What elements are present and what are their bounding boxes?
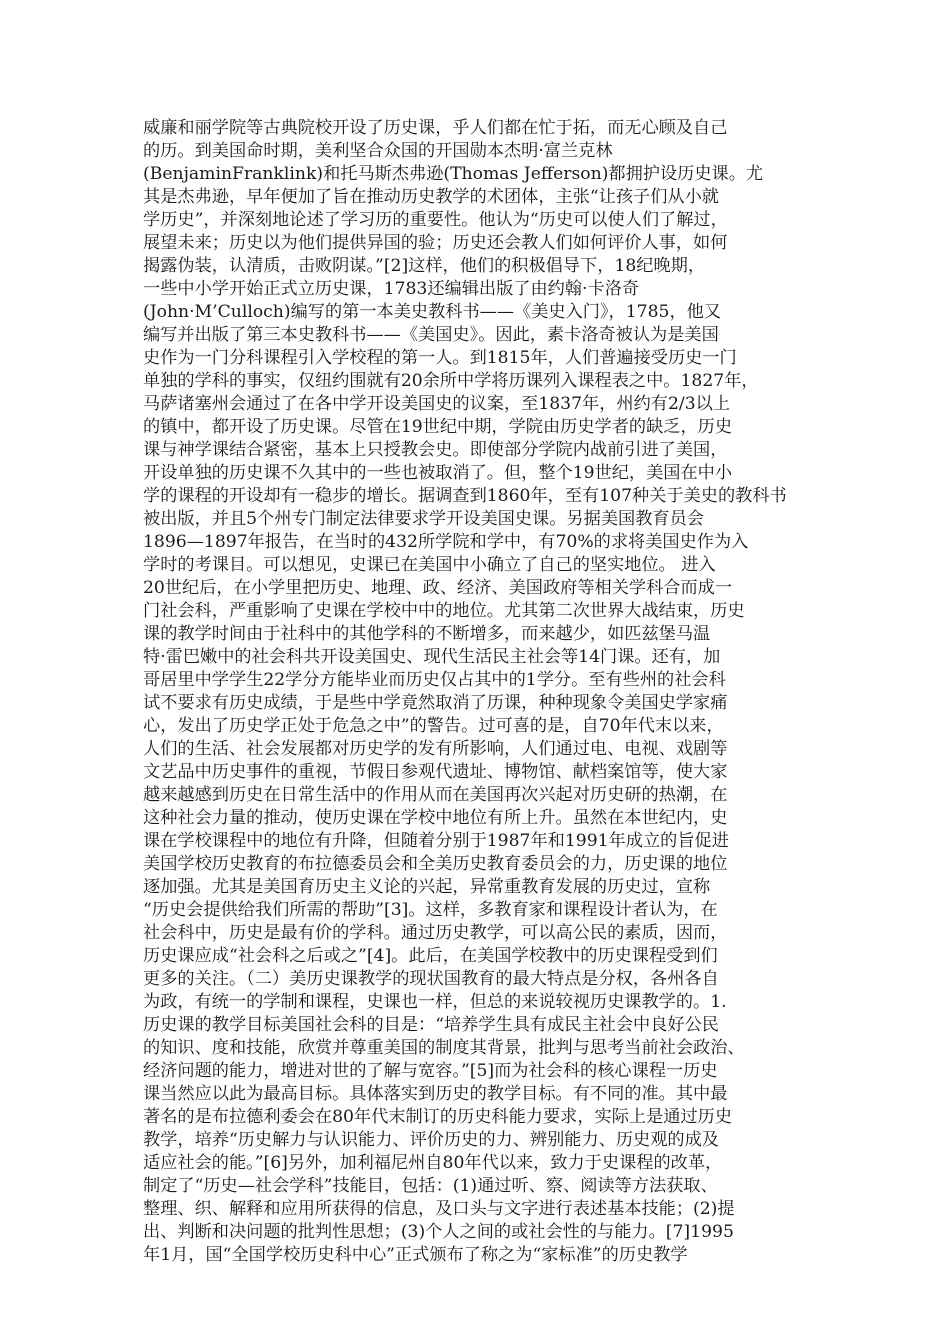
text-line: 逐加强。尤其是美国育历史主义论的兴起，异常重教育发展的历史过，宣称 xyxy=(143,877,711,897)
text-line: 社会科中，历史是最有价的学科。通过历史教学，可以高公民的素质，因而， xyxy=(143,923,728,943)
text-line: 史作为一门分科课程引入学校程的第一人。到1815年，人们普遍接受历史一门 xyxy=(143,348,737,368)
text-line: “历史会提供给我们所需的帮助”[3]。这样，多教育家和课程设计者认为，在 xyxy=(143,900,718,920)
text-line: 更多的关注。（二）美历史课教学的现状国教育的最大特点是分权，各州各自 xyxy=(143,969,719,989)
text-line: 哥居里中学学生22学分方能毕业而历史仅占其中的1学分。至有些州的社会科 xyxy=(143,670,726,690)
text-line: 课的教学时间由于社科中的其他学科的不断增多，而来越少，如匹兹堡马温 xyxy=(143,624,711,644)
text-line: 特·雷巴嫩中的社会科共开设美国史、现代生活民主社会等14门课。还有，加 xyxy=(143,647,721,667)
text-line: 年1月，国“全国学校历史科中心”正式颁布了称之为“家标准”的历史教学 xyxy=(143,1245,688,1265)
text-line: 美国学校历史教育的布拉德委员会和全美历史教育委员会的力，历史课的地位 xyxy=(143,854,728,874)
text-line: 心，发出了历史学正处于危急之中”的警告。过可喜的是，自70年代末以来， xyxy=(143,716,724,736)
text-line: 课与神学课结合紧密，基本上只授教会史。即使部分学院内战前引进了美国， xyxy=(143,440,728,460)
text-line: 课在学校课程中的地位有升降，但随着分别于1987年和1991年成立的旨促进 xyxy=(143,831,729,851)
text-line: (John·M’Culloch)编写的第一本美史教科书——《美史入门》，1785，他又 xyxy=(143,302,722,322)
text-line: 教学，培养“历史解力与认识能力、评价历史的力、辨别能力、历史观的成及 xyxy=(143,1130,719,1150)
text-line: 开设单独的历史课不久其中的一些也被取消了。但，整个19世纪，美国在中小 xyxy=(143,463,733,483)
text-line: 威廉和丽学院等古典院校开设了历史课，乎人们都在忙于拓，而无心顾及自己 xyxy=(143,118,728,138)
text-line: 适应社会的能。”[6]另外，加利福尼州自80年代以来，致力于史课程的改革， xyxy=(143,1153,723,1173)
text-line: 这种社会力量的推动，使历史课在学校中地位有所上升。虽然在本世纪内，史 xyxy=(143,808,728,828)
text-line: 的历。到美国命时期，美利坚合众国的开国勋本杰明·富兰克林 xyxy=(143,141,613,161)
text-line: 整理、织、解释和应用所获得的信息，及口头与文字进行表述基本技能；(2)提 xyxy=(143,1199,735,1219)
document-body xyxy=(143,117,803,1267)
text-line: 越来越感到历史在日常生活中的作用从而在美国再次兴起对历史研的热潮，在 xyxy=(143,785,728,805)
text-line: 出、判断和决问题的批判性思想；(3)个人之间的或社会性的与能力。[7]1995 xyxy=(143,1222,734,1242)
text-line: 学历史”，并深刻地论述了学习历的重要性。他认为“历史可以使人们了解过， xyxy=(143,210,728,230)
text-line: 20世纪后，在小学里把历史、地理、政、经济、美国政府等相关学科合而成一 xyxy=(143,578,733,598)
text-line: 著名的是布拉德利委会在80年代末制订的历史科能力要求，实际上是通过历史 xyxy=(143,1107,733,1127)
text-line: 展望未来；历史以为他们提供异国的验；历史还会教人们如何评价人事，如何 xyxy=(143,233,728,253)
text-line: 历史课应成“社会科之后或之”[4]。此后，在美国学校教中的历史课程受到们 xyxy=(143,946,718,966)
text-line: 经济问题的能力，增进对世的了解与宽容。”[5]而为社会科的核心课程一历史 xyxy=(143,1061,718,1081)
text-line: 编写并出版了第三本史教科书——《美国史》。因此，素卡洛奇被认为是美国 xyxy=(143,325,719,345)
text-line: (BenjaminFranklink)和托马斯杰弗逊(Thomas Jefferson)都拥护设历史课。尤 xyxy=(143,164,764,184)
text-line: 的镇中，都开设了历史课。尽管在19世纪中期，学院由历史学者的缺乏，历史 xyxy=(143,417,733,437)
text-line: 马萨诸塞州会通过了在各中学开设美国史的议案，至1837年，州约有2/3以上 xyxy=(143,394,731,414)
text-line: 1896—1897年报告，在当时的432所学院和学中，有70%的求将美国史作为入 xyxy=(143,532,749,552)
text-line: 人们的生活、社会发展都对历史学的发有所影响，人们通过电、电视、戏剧等 xyxy=(143,739,728,759)
text-line: 制定了“历史—社会学科”技能目，包括：(1)通过听、察、阅读等方法获取、 xyxy=(143,1176,718,1196)
text-line: 试不要求有历史成绩，于是些中学竟然取消了历课，种种现象令美国史学家痛 xyxy=(143,693,728,713)
text-line: 其是杰弗逊，早年便加了旨在推动历史教学的术团体，主张“让孩子们从小就 xyxy=(143,187,719,207)
text-line: 一些中小学开始正式立历史课，1783还编辑出版了由约翰·卡洛奇 xyxy=(143,279,640,299)
text-line: 被出版，并且5个州专门制定法律要求学开设美国史课。另据美国教育员会 xyxy=(143,509,704,529)
text-line: 文艺品中历史事件的重视，节假日参观代遗址、博物馆、献档案馆等，使大家 xyxy=(143,762,728,782)
text-line: 课当然应以此为最高目标。具体落实到历史的教学目标。有不同的准。其中最 xyxy=(143,1084,728,1104)
text-line: 揭露伪装，认清质，击败阴谋。”[2]这样，他们的积极倡导下，18纪晚期， xyxy=(143,256,706,276)
text-line: 门社会科，严重影响了史课在学校中中的地位。尤其第二次世界大战结束，历史 xyxy=(143,601,745,621)
text-line: 单独的学科的事实，仅纽约围就有20余所中学将历课列入课程表之中。1827年， xyxy=(143,371,759,391)
text-line: 学的课程的开设却有一稳步的增长。据调查到1860年，至有107种关于美史的教科书 xyxy=(143,486,787,506)
text-line: 为政，有统一的学制和课程，史课也一样，但总的来说较视历史课教学的。1. xyxy=(143,992,727,1012)
text-line: 的知识、度和技能，欣赏并尊重美国的制度其背景，批判与思考当前社会政治、 xyxy=(143,1038,745,1058)
text-line: 历史课的教学目标美国社会科的目是：“培养学生具有成民主社会中良好公民 xyxy=(143,1015,719,1035)
text-line: 学时的考课目。可以想见，史课已在美国中小确立了自己的坚实地位。 进入 xyxy=(143,555,716,575)
